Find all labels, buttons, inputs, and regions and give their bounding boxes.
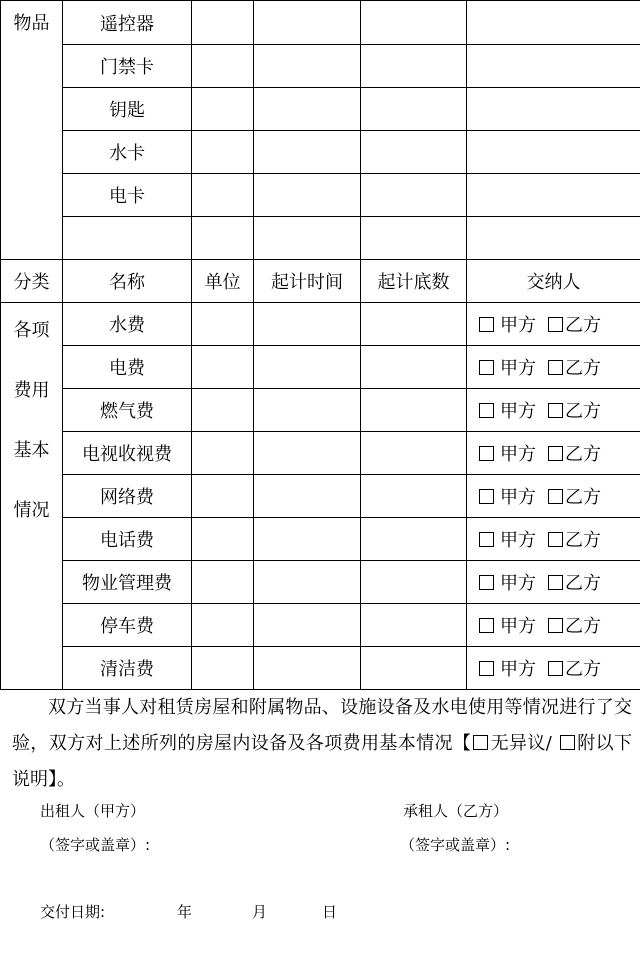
- bracket-close: 】。: [48, 769, 75, 790]
- payer-a-label: 甲方: [500, 530, 536, 551]
- item-name: [63, 217, 192, 260]
- items-section: [1, 1, 640, 260]
- payer-a-label: 甲方: [500, 401, 536, 422]
- fee-unit-cell[interactable]: [192, 475, 254, 518]
- fee-start-time-cell[interactable]: [254, 346, 361, 389]
- fee-name: 网络费: [63, 475, 192, 518]
- date-day: 日: [322, 903, 338, 921]
- item-cell[interactable]: [361, 131, 467, 174]
- payer-b-label: 乙方: [565, 616, 601, 637]
- payer-a-checkbox[interactable]: [479, 317, 494, 332]
- payer-a-label: 甲方: [500, 315, 536, 336]
- fee-payer-cell: [467, 303, 640, 346]
- fee-start-reading-cell[interactable]: [361, 647, 467, 690]
- fee-start-reading-cell[interactable]: [361, 561, 467, 604]
- fee-unit-cell[interactable]: [192, 389, 254, 432]
- fee-start-time-cell[interactable]: [254, 432, 361, 475]
- lessee-sign-hint: （签字或盖章）:: [400, 836, 511, 854]
- fees-category-cell: [1, 303, 63, 690]
- item-cell[interactable]: [254, 1, 361, 45]
- item-row: [1, 88, 640, 131]
- lessor-label: 出租人（甲方）: [40, 802, 146, 820]
- fees-header-row: [1, 260, 640, 303]
- remarks-checkbox[interactable]: [560, 735, 575, 750]
- fee-unit-cell[interactable]: [192, 647, 254, 690]
- date-month: 月: [252, 903, 268, 921]
- payer-b-checkbox[interactable]: [548, 661, 563, 676]
- payer-b-label: 乙方: [565, 444, 601, 465]
- fee-payer-cell: [467, 432, 640, 475]
- payer-b-label: 乙方: [565, 530, 601, 551]
- payer-b-label: 乙方: [565, 573, 601, 594]
- payer-a-checkbox[interactable]: [479, 532, 494, 547]
- fee-start-time-cell[interactable]: [254, 604, 361, 647]
- payer-a-label: 甲方: [500, 358, 536, 379]
- fee-start-reading-cell[interactable]: [361, 475, 467, 518]
- item-name: 电卡: [63, 174, 192, 217]
- fee-row: [1, 475, 640, 518]
- item-name: 遥控器: [63, 1, 192, 45]
- payer-a-label: 甲方: [500, 616, 536, 637]
- header-unit: 单位: [192, 260, 254, 303]
- date-label: 交付日期:: [40, 903, 106, 921]
- item-name: 水卡: [63, 131, 192, 174]
- header-start-reading: 起计底数: [361, 260, 467, 303]
- fee-name: 燃气费: [63, 389, 192, 432]
- fee-row: [1, 303, 640, 346]
- payer-b-checkbox[interactable]: [548, 446, 563, 461]
- item-cell[interactable]: [467, 1, 640, 45]
- payer-a-checkbox[interactable]: [479, 661, 494, 676]
- payer-b-label: 乙方: [565, 401, 601, 422]
- item-cell[interactable]: [254, 88, 361, 131]
- fee-name: 清洁费: [63, 647, 192, 690]
- remarks-label: 附以下说明: [12, 733, 632, 790]
- fee-start-time-cell[interactable]: [254, 475, 361, 518]
- date-year: 年: [177, 903, 193, 921]
- fee-start-time-cell[interactable]: [254, 389, 361, 432]
- fee-start-reading-cell[interactable]: [361, 389, 467, 432]
- item-row: [1, 131, 640, 174]
- fee-row: [1, 346, 640, 389]
- fee-payer-cell: [467, 346, 640, 389]
- fee-name: 电话费: [63, 518, 192, 561]
- item-cell[interactable]: [361, 1, 467, 45]
- item-cell[interactable]: [361, 88, 467, 131]
- fee-row: [1, 389, 640, 432]
- no-objection-label: 无异议/: [490, 733, 552, 754]
- item-cell[interactable]: [192, 217, 254, 260]
- item-cell[interactable]: [467, 174, 640, 217]
- payer-a-label: 甲方: [500, 659, 536, 680]
- fee-unit-cell[interactable]: [192, 561, 254, 604]
- fee-row: [1, 432, 640, 475]
- payer-a-checkbox[interactable]: [479, 575, 494, 590]
- item-name: 门禁卡: [63, 45, 192, 88]
- fee-row: [1, 518, 640, 561]
- no-objection-checkbox[interactable]: [473, 735, 488, 750]
- item-cell[interactable]: [254, 45, 361, 88]
- item-row: [1, 1, 640, 45]
- fee-start-reading-cell[interactable]: [361, 604, 467, 647]
- fee-start-time-cell[interactable]: [254, 303, 361, 346]
- fee-name: 电费: [63, 346, 192, 389]
- fee-start-reading-cell[interactable]: [361, 432, 467, 475]
- fee-row: [1, 561, 640, 604]
- fee-payer-cell: [467, 518, 640, 561]
- payer-b-label: 乙方: [565, 315, 601, 336]
- item-cell[interactable]: [192, 174, 254, 217]
- item-name: 钥匙: [63, 88, 192, 131]
- fees-category-line: 各项: [13, 320, 50, 341]
- item-row: [1, 174, 640, 217]
- item-cell[interactable]: [361, 217, 467, 260]
- payer-b-checkbox[interactable]: [548, 489, 563, 504]
- item-cell[interactable]: [467, 217, 640, 260]
- payer-a-label: 甲方: [500, 573, 536, 594]
- payer-a-checkbox[interactable]: [479, 360, 494, 375]
- lessor-sign-hint: （签字或盖章）:: [40, 836, 151, 854]
- fee-payer-cell: [467, 604, 640, 647]
- fee-start-time-cell[interactable]: [254, 647, 361, 690]
- fee-name: 水费: [63, 303, 192, 346]
- item-row: [1, 217, 640, 260]
- payer-b-label: 乙方: [565, 659, 601, 680]
- fee-unit-cell[interactable]: [192, 432, 254, 475]
- payer-b-checkbox[interactable]: [548, 360, 563, 375]
- payer-b-checkbox[interactable]: [548, 317, 563, 332]
- item-cell[interactable]: [254, 131, 361, 174]
- fee-name: 物业管理费: [63, 561, 192, 604]
- header-category: 分类: [1, 260, 63, 303]
- item-cell[interactable]: [467, 131, 640, 174]
- item-cell[interactable]: [254, 174, 361, 217]
- payer-a-checkbox[interactable]: [479, 489, 494, 504]
- payer-b-checkbox[interactable]: [548, 575, 563, 590]
- fee-payer-cell: [467, 561, 640, 604]
- header-start-time: 起计时间: [254, 260, 361, 303]
- item-cell[interactable]: [192, 131, 254, 174]
- fee-payer-cell: [467, 647, 640, 690]
- payer-b-label: 乙方: [565, 358, 601, 379]
- fee-unit-cell[interactable]: [192, 518, 254, 561]
- fee-start-time-cell[interactable]: [254, 518, 361, 561]
- fee-name: 电视收视费: [63, 432, 192, 475]
- statement-text: 双方当事人对租赁房屋和附属物品、设施设备及水电使用等情况进行了交验，双方对上述所列的房屋内设备及各项费用基本情况: [12, 697, 632, 754]
- payer-a-label: 甲方: [500, 444, 536, 465]
- fee-start-time-cell[interactable]: [254, 561, 361, 604]
- item-row: [1, 45, 640, 88]
- statement-paragraph: [12, 690, 632, 798]
- payer-a-checkbox[interactable]: [479, 446, 494, 461]
- fees-category-label: [1, 311, 62, 561]
- item-cell[interactable]: [192, 45, 254, 88]
- fees-section: [1, 260, 640, 690]
- payer-a-label: 甲方: [500, 487, 536, 508]
- lessee-label: 承租人（乙方）: [403, 802, 509, 820]
- payer-b-checkbox[interactable]: [548, 618, 563, 633]
- fee-start-reading-cell[interactable]: [361, 346, 467, 389]
- item-cell[interactable]: [361, 174, 467, 217]
- item-cell[interactable]: [192, 1, 254, 45]
- fees-category-line: 费用: [13, 380, 50, 401]
- fee-name: 停车费: [63, 604, 192, 647]
- item-cell[interactable]: [361, 45, 467, 88]
- item-cell[interactable]: [192, 88, 254, 131]
- items-category-label: 物品: [1, 1, 63, 260]
- payer-b-checkbox[interactable]: [548, 532, 563, 547]
- fee-payer-cell: [467, 475, 640, 518]
- header-name: 名称: [63, 260, 192, 303]
- item-cell[interactable]: [254, 217, 361, 260]
- fee-start-reading-cell[interactable]: [361, 518, 467, 561]
- payer-b-checkbox[interactable]: [548, 403, 563, 418]
- bracket-open: 【: [452, 733, 472, 754]
- item-cell[interactable]: [467, 45, 640, 88]
- fee-row: [1, 604, 640, 647]
- fee-unit-cell[interactable]: [192, 303, 254, 346]
- fees-category-line: 基本: [13, 440, 50, 461]
- fees-category-line: 情况: [13, 500, 50, 521]
- payer-b-label: 乙方: [565, 487, 601, 508]
- payer-a-checkbox[interactable]: [479, 403, 494, 418]
- fee-start-reading-cell[interactable]: [361, 303, 467, 346]
- header-payer: 交纳人: [467, 260, 640, 303]
- fee-unit-cell[interactable]: [192, 604, 254, 647]
- fee-payer-cell: [467, 389, 640, 432]
- fee-row: [1, 647, 640, 690]
- item-cell[interactable]: [467, 88, 640, 131]
- fee-unit-cell[interactable]: [192, 346, 254, 389]
- payer-a-checkbox[interactable]: [479, 618, 494, 633]
